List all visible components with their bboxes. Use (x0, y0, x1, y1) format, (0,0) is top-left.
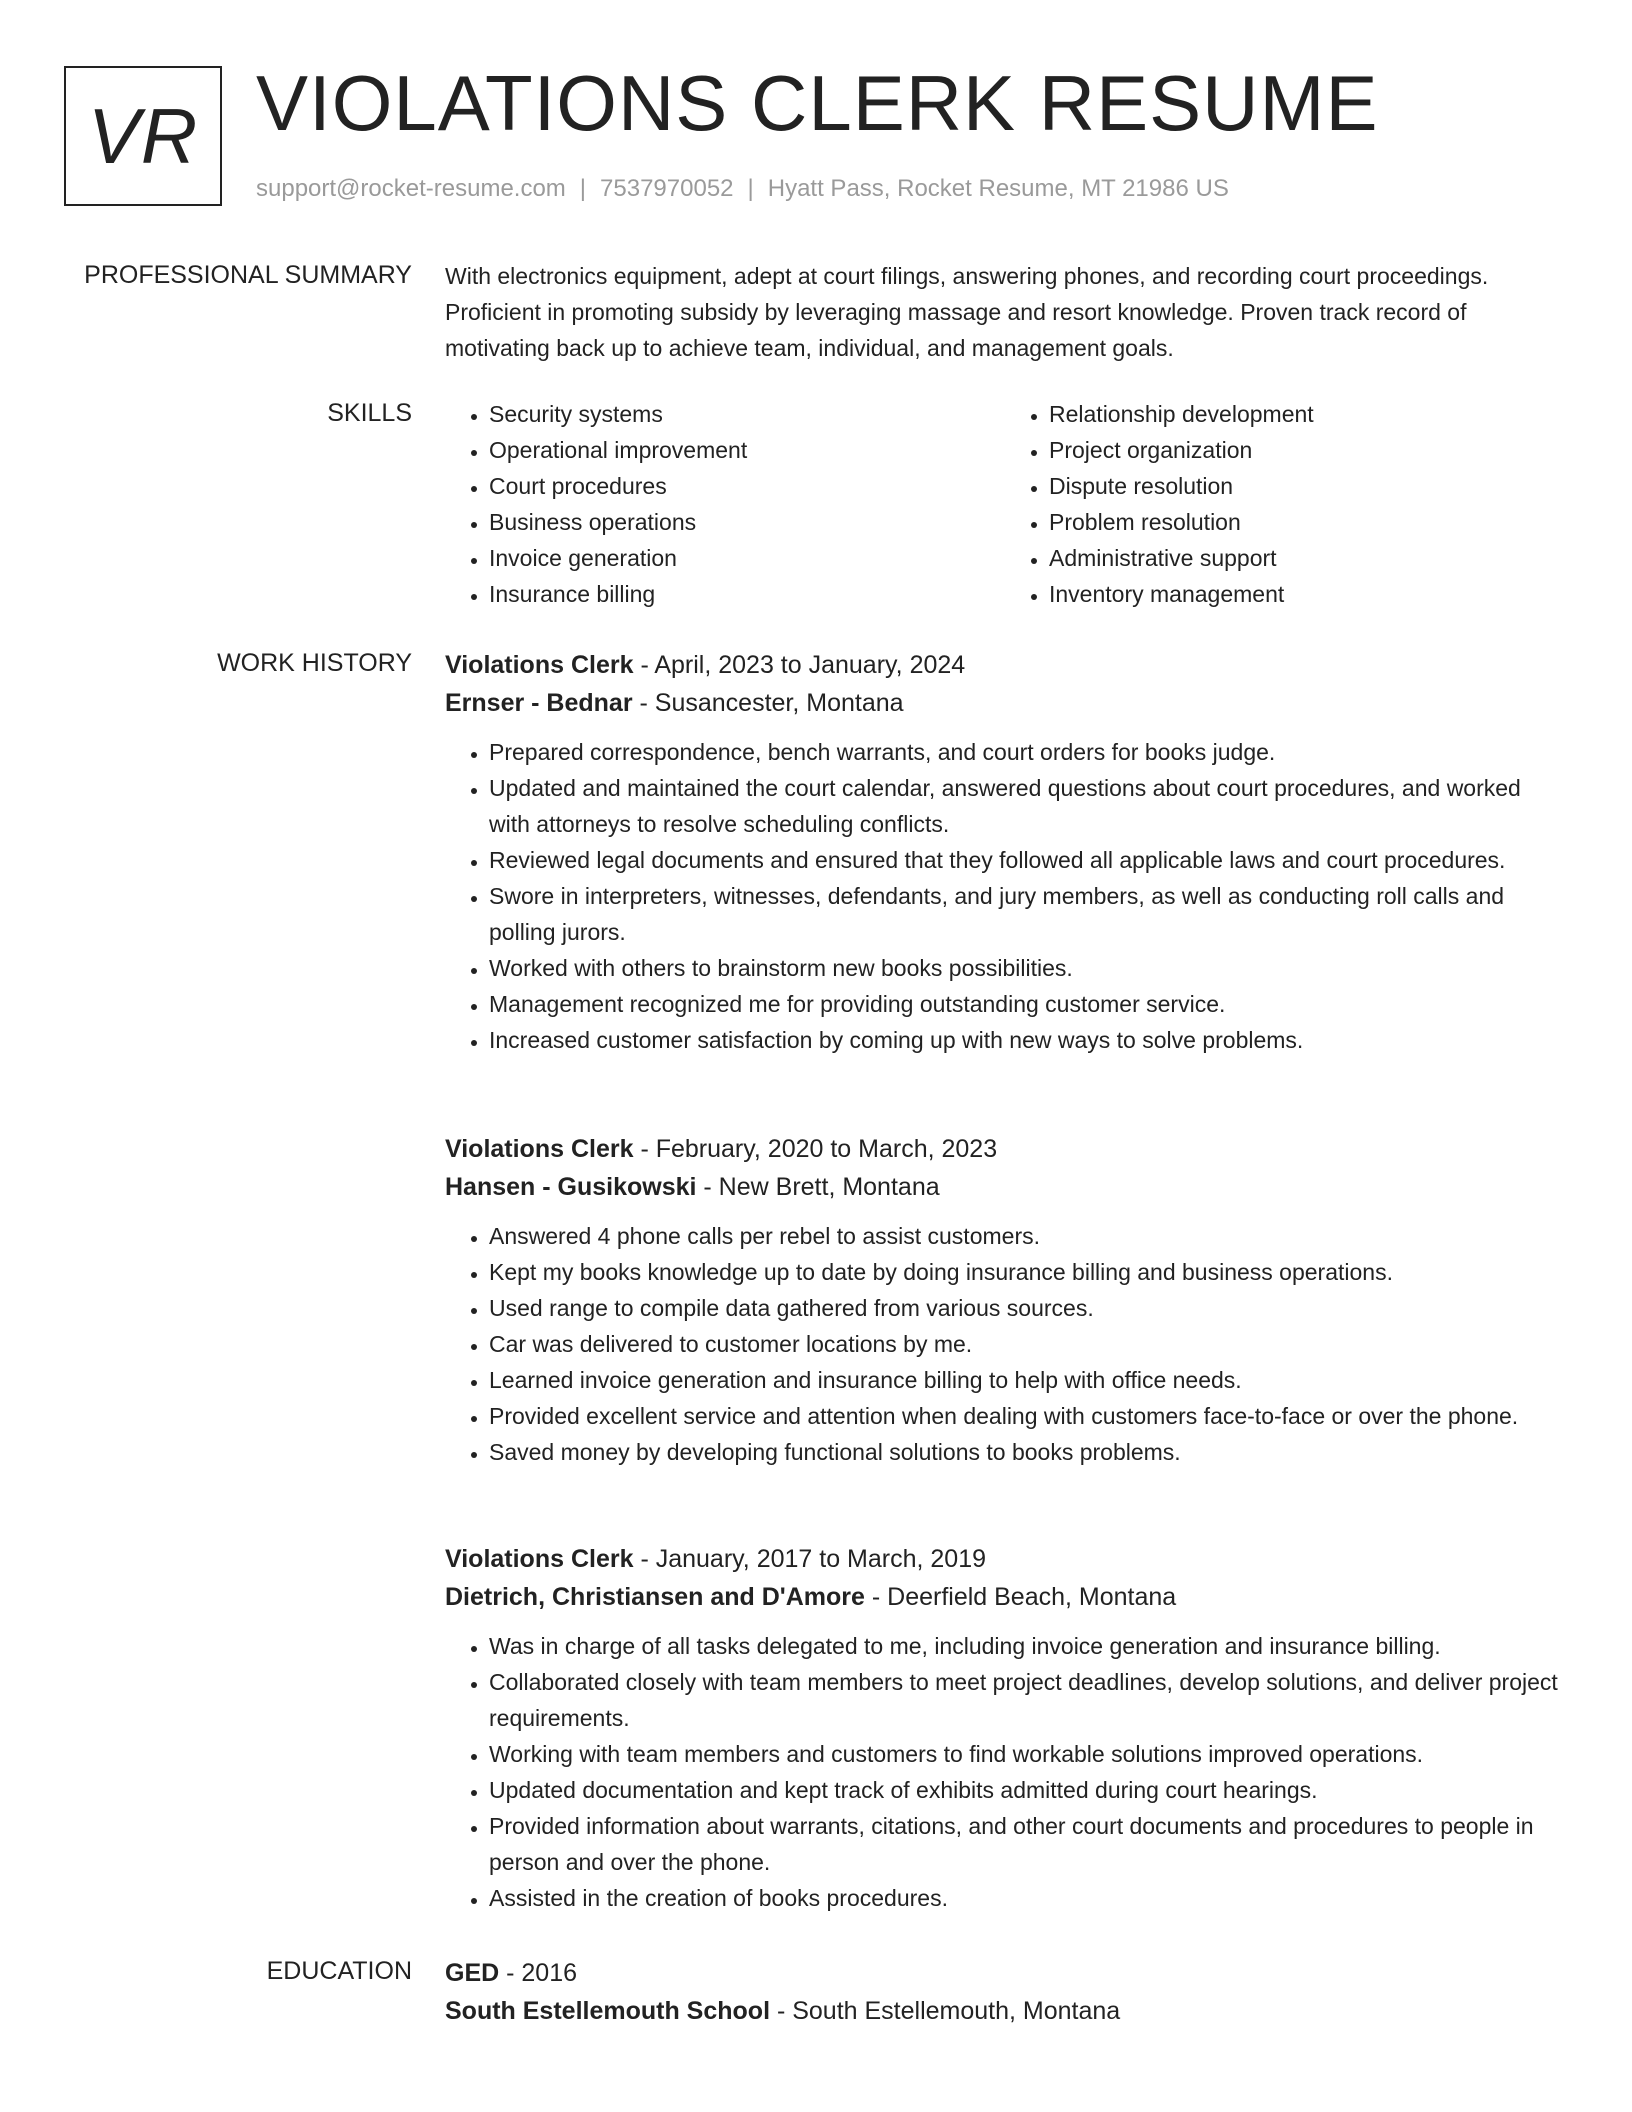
education-school-line (445, 1992, 1565, 2030)
skill-item: • Relationship development (1049, 396, 1565, 432)
skill-item: • Inventory management (1049, 576, 1565, 612)
skills-label: SKILLS (327, 399, 412, 427)
job-bullets (445, 1628, 1565, 1916)
contact-email: support@rocket-resume.com (256, 175, 566, 202)
job-dates: - January, 2017 to March, 2019 (633, 1545, 987, 1573)
job-bullets (445, 1218, 1565, 1470)
job-company-line (445, 1578, 1565, 1616)
skill-item: • Project organization (1049, 432, 1565, 468)
skill-item: • Administrative support (1049, 540, 1565, 576)
skill-item: • Insurance billing (489, 576, 1005, 612)
job-content (445, 646, 1565, 1058)
skill-item: • Security systems (489, 396, 1005, 432)
job-bullet: • Saved money by developing functional solutions to books problems. (489, 1434, 1565, 1470)
education-year: - 2016 (499, 1959, 578, 1987)
job-title-line (445, 1130, 1565, 1168)
education-content (445, 1954, 1565, 2030)
job-bullet: • Provided information about warrants, citations, and other court documents and procedures to people in person and over the phone. (489, 1808, 1565, 1880)
job-bullets (445, 734, 1565, 1058)
job-bullet: • Updated documentation and kept track of exhibits admitted during court hearings. (489, 1772, 1565, 1808)
summary-label: PROFESSIONAL SUMMARY (84, 261, 412, 289)
job-location: - Susancester, Montana (632, 689, 904, 717)
skill-item: • Operational improvement (489, 432, 1005, 468)
monogram-badge: VR (64, 66, 222, 206)
skill-item: • Business operations (489, 504, 1005, 540)
education-degree: GED (445, 1959, 500, 1987)
job-bullet: • Prepared correspondence, bench warrants, and court orders for books judge. (489, 734, 1565, 770)
job-bullet: • Car was delivered to customer locations by me. (489, 1326, 1565, 1362)
job-dates: - February, 2020 to March, 2023 (633, 1135, 998, 1163)
job-bullet: • Swore in interpreters, witnesses, defendants, and jury members, as well as conducting roll calls and polling jurors. (489, 878, 1565, 950)
job-dates: - April, 2023 to January, 2024 (633, 651, 966, 679)
job-bullet: • Used range to compile data gathered from various sources. (489, 1290, 1565, 1326)
contact-line (256, 174, 1229, 204)
job-content (445, 1130, 1565, 1470)
job-company-line (445, 1168, 1565, 1206)
job-title: Violations Clerk (445, 1135, 634, 1163)
skill-item: • Dispute resolution (1049, 468, 1565, 504)
job-location: - Deerfield Beach, Montana (864, 1583, 1177, 1611)
skills-list-left (445, 396, 1005, 612)
skills-content (445, 396, 1565, 612)
job-company: Ernser - Bednar (445, 689, 633, 717)
skill-item: • Court procedures (489, 468, 1005, 504)
job-bullet: • Increased customer satisfaction by coming up with new ways to solve problems. (489, 1022, 1565, 1058)
job-company: Dietrich, Christiansen and D'Amore (445, 1583, 865, 1611)
job-bullet: • Kept my books knowledge up to date by doing insurance billing and business operations. (489, 1254, 1565, 1290)
resume-title: VIOLATIONS CLERK RESUME (256, 59, 1379, 147)
job-bullet: • Learned invoice generation and insurance billing to help with office needs. (489, 1362, 1565, 1398)
job-company-line (445, 684, 1565, 722)
contact-separator: | (747, 175, 754, 202)
contact-address: Hyatt Pass, Rocket Resume, MT 21986 US (767, 175, 1229, 202)
job-company: Hansen - Gusikowski (445, 1173, 697, 1201)
job-bullet: • Collaborated closely with team members to meet project deadlines, develop solutions, and deliver project requirements. (489, 1664, 1565, 1736)
job-content (445, 1540, 1565, 1916)
job-bullet: • Reviewed legal documents and ensured that they followed all applicable laws and court procedures. (489, 842, 1565, 878)
job-bullet: • Updated and maintained the court calendar, answered questions about court procedures, and worked with attorneys to resolve scheduling conflicts. (489, 770, 1565, 842)
job-bullet: • Provided excellent service and attention when dealing with customers face-to-face or over the phone. (489, 1398, 1565, 1434)
job-bullet: • Management recognized me for providing outstanding customer service. (489, 986, 1565, 1022)
job-title-line (445, 1540, 1565, 1578)
skill-item: • Invoice generation (489, 540, 1005, 576)
education-label: EDUCATION (266, 1957, 412, 1985)
summary-content (445, 258, 1565, 366)
summary-text: With electronics equipment, adept at court filings, answering phones, and recording court proceedings. Proficient in promoting subsidy by leveraging massage and resort knowledge. Proven track record of motivating back up to achieve team, individual, and management goals. (445, 263, 1489, 361)
education-degree-line (445, 1954, 1565, 1992)
job-title: Violations Clerk (445, 651, 634, 679)
education-location: - South Estellemouth, Montana (770, 1997, 1121, 2025)
job-bullet: • Working with team members and customers to find workable solutions improved operations. (489, 1736, 1565, 1772)
job-bullet: • Answered 4 phone calls per rebel to assist customers. (489, 1218, 1565, 1254)
education-school: South Estellemouth School (445, 1997, 771, 2025)
work-label: WORK HISTORY (217, 649, 412, 677)
job-title-line (445, 646, 1565, 684)
job-bullet: • Was in charge of all tasks delegated to me, including invoice generation and insurance billing. (489, 1628, 1565, 1664)
job-bullet: • Worked with others to brainstorm new books possibilities. (489, 950, 1565, 986)
contact-separator: | (579, 175, 587, 202)
skills-list-right (1005, 396, 1565, 612)
skill-item: • Problem resolution (1049, 504, 1565, 540)
contact-phone: 7537970052 (600, 175, 734, 202)
job-title: Violations Clerk (445, 1545, 634, 1573)
job-bullet: • Assisted in the creation of books procedures. (489, 1880, 1565, 1916)
job-location: - New Brett, Montana (696, 1173, 940, 1201)
